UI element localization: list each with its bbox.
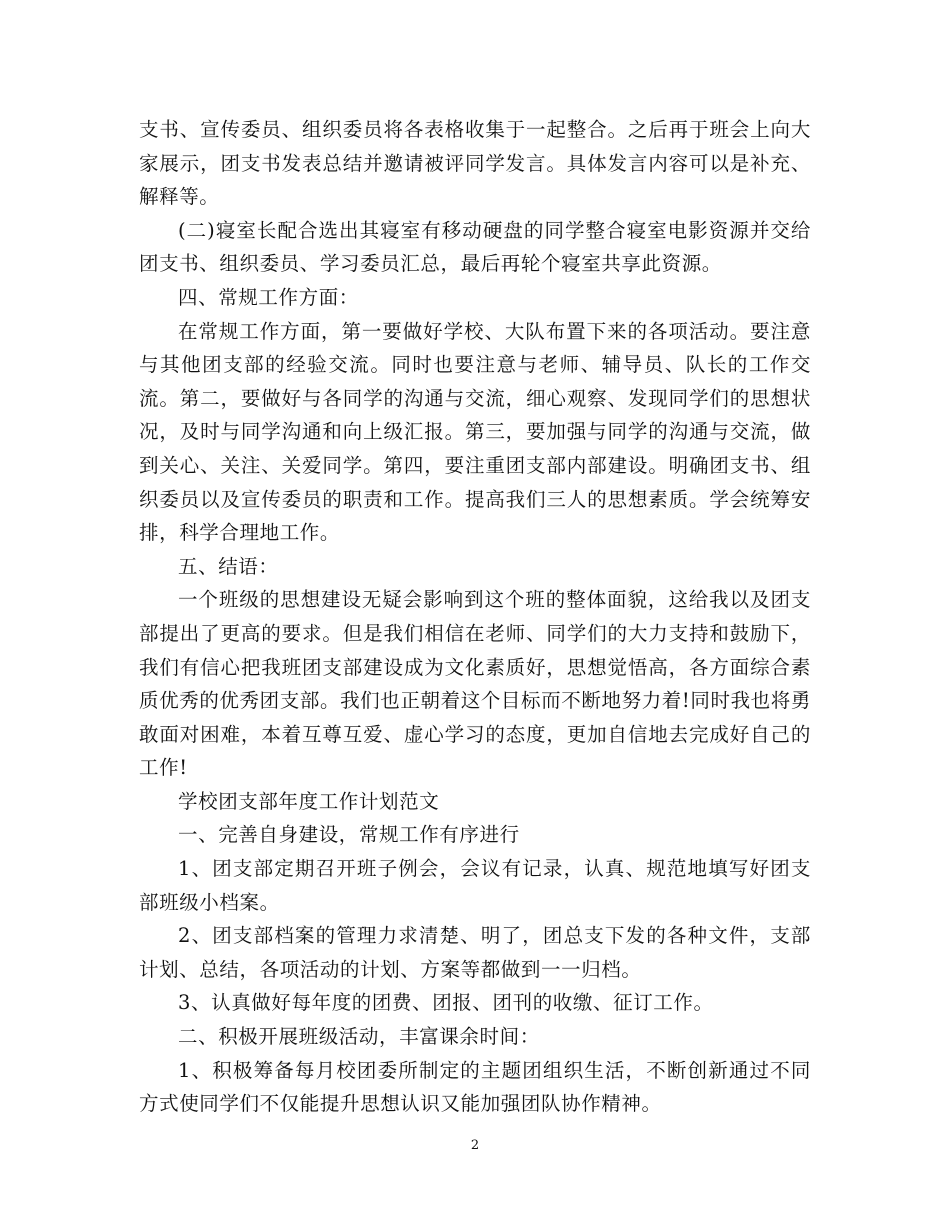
- paragraph: 支书、宣传委员、组织委员将各表格收集于一起整合。之后再于班会上向大家展示，团支书发表总结并邀请被评同学发言。具体发言内容可以是补充、解释等。: [139, 118, 811, 209]
- document-body: [139, 113, 811, 1121]
- list-item: 2、团支部档案的管理力求清楚、明了，团总支下发的各种文件，支部计划、总结，各项活动的计划、方案等都做到一一归档。: [139, 924, 811, 981]
- section-heading: 四、常规工作方面：: [178, 285, 359, 309]
- paragraph: (二)寝室长配合选出其寝室有移动硬盘的同学整合寝室电影资源并交给团支书、组织委员、学习委员汇总，最后再轮个寝室共享此资源。: [139, 218, 811, 276]
- section-heading: 五、结语：: [178, 554, 279, 578]
- list-item: 1、积极筹备每月校团委所制定的主题团组织生活，不断创新通过不同方式使同学们不仅能提升思想认识又能加强团队协作精神。: [139, 1058, 811, 1116]
- paragraph: 一个班级的思想建设无疑会影响到这个班的整体面貌，这给我以及团支部提出了更高的要求。但是我们相信在老师、同学们的大力支持和鼓励下，我们有信心把我班团支部建设成为文化素质好，思想觉悟高，各方面综合素质优秀的优秀团支部。我们也正朝着这个目标而不断地努力着!同时我也将勇敢面对困难，本着互尊互爱、虚心学习的态度，更加自信地去完成好自己的工作!: [139, 588, 811, 780]
- section-heading: 一、完善自身建设，常规工作有序进行: [178, 823, 520, 847]
- section-heading: 二、积极开展班级活动，丰富课余时间：: [178, 1025, 540, 1049]
- document-title: 学校团支部年度工作计划范文: [178, 789, 440, 813]
- list-item: 1、团支部定期召开班子例会，会议有记录，认真、规范地填写好团支部班级小档案。: [139, 857, 811, 914]
- paragraph: 在常规工作方面，第一要做好学校、大队布置下来的各项活动。要注意与其他团支部的经验交流。同时也要注意与老师、辅导员、队长的工作交流。第二，要做好与各同学的沟通与交流，细心观察、发现同学们的思想状况，及时与同学沟通和向上级汇报。第三，要加强与同学的沟通与交流，做到关心、关注、关爱同学。第四，要注重团支部内部建设。明确团支书、组织委员以及宣传委员的职责和工作。提高我们三人的思想素质。学会统筹安排，科学合理地工作。: [139, 319, 811, 545]
- list-item: 3、认真做好每年度的团费、团报、团刊的收缴、征订工作。: [178, 991, 714, 1015]
- page-number: 2: [470, 1138, 480, 1153]
